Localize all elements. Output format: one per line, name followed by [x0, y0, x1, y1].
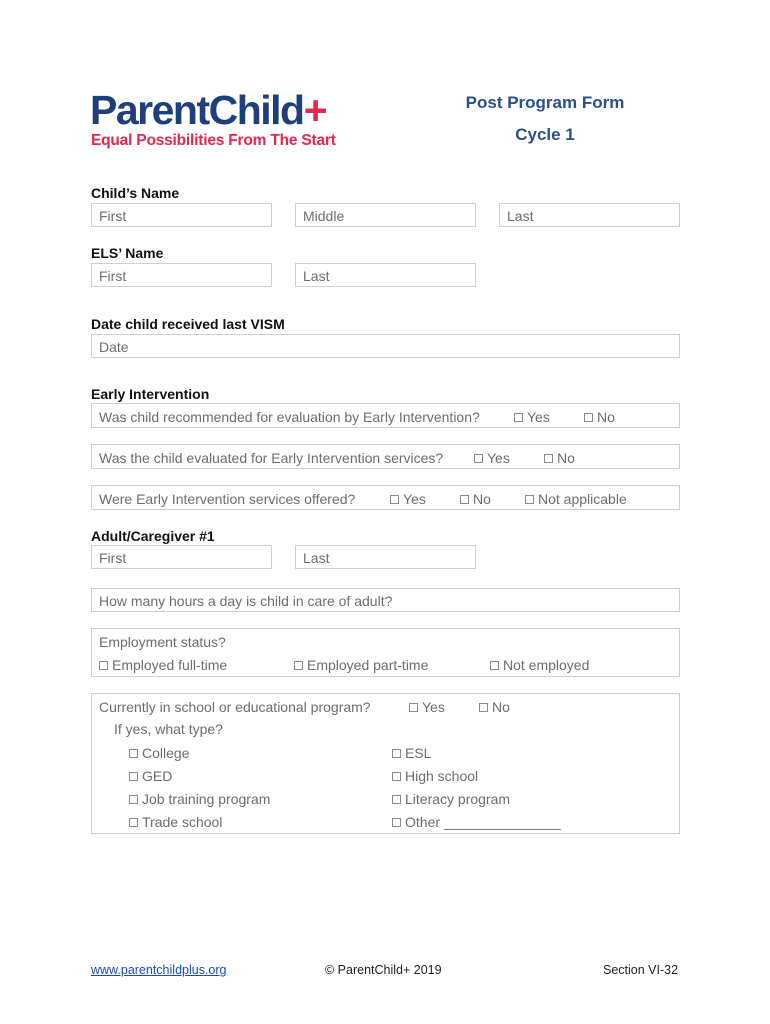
option-label: GED — [142, 768, 173, 784]
vism-date-placeholder: Date — [99, 339, 129, 355]
option-label: Literacy program — [405, 791, 511, 807]
ei-evaluated-question: Was the child evaluated for Early Intervention services? — [99, 450, 444, 466]
els-name-label: ELS’ Name — [91, 245, 164, 261]
checkbox-icon[interactable] — [129, 818, 138, 827]
school-type-literacy-option[interactable] — [392, 791, 510, 807]
form-subtitle: Cycle 1 — [515, 125, 575, 144]
ei-offered-box — [91, 485, 680, 510]
vism-date-field[interactable] — [91, 334, 680, 358]
ei-offered-question: Were Early Intervention services offered? — [99, 491, 356, 507]
caregiver-last-name-field[interactable] — [295, 545, 476, 569]
option-label: Not applicable — [538, 491, 627, 507]
caregiver-last-placeholder: Last — [303, 550, 330, 566]
school-type-other-option[interactable] — [392, 814, 561, 830]
school-type-job-training-option[interactable] — [129, 791, 270, 807]
option-label: Yes — [422, 699, 445, 715]
ei-evaluated-no-option[interactable] — [544, 450, 575, 466]
form-title: Post Program Form — [465, 93, 625, 112]
option-label: College — [142, 745, 190, 761]
brand-logo — [90, 88, 326, 132]
ei-evaluated-yes-option[interactable] — [474, 450, 510, 466]
checkbox-icon[interactable] — [544, 454, 553, 463]
checkbox-icon[interactable] — [392, 795, 401, 804]
els-first-placeholder: First — [99, 268, 127, 284]
ei-evaluated-box — [91, 444, 680, 469]
school-question: Currently in school or educational program? — [99, 699, 371, 715]
option-label: Trade school — [142, 814, 223, 830]
caregiver-first-placeholder: First — [99, 550, 127, 566]
option-label: ESL — [405, 745, 432, 761]
child-first-placeholder: First — [99, 208, 127, 224]
checkbox-icon[interactable] — [474, 454, 483, 463]
school-yes-option[interactable] — [409, 699, 445, 715]
checkbox-icon[interactable] — [392, 818, 401, 827]
els-first-name-field[interactable] — [91, 263, 272, 287]
checkbox-icon[interactable] — [479, 703, 488, 712]
ei-recommended-question: Was child recommended for evaluation by Early Intervention? — [99, 409, 480, 425]
checkbox-icon[interactable] — [409, 703, 418, 712]
checkbox-icon[interactable] — [392, 749, 401, 758]
option-label: No — [557, 450, 575, 466]
early-intervention-label: Early Intervention — [91, 386, 210, 402]
checkbox-icon[interactable] — [129, 749, 138, 758]
hours-in-care-question: How many hours a day is child in care of adult? — [99, 593, 393, 609]
checkbox-icon[interactable] — [129, 795, 138, 804]
option-label: Yes — [403, 491, 426, 507]
employed-part-time-option[interactable] — [294, 657, 428, 673]
employment-question: Employment status? — [99, 634, 226, 650]
option-label: Yes — [487, 450, 510, 466]
footer-website-link[interactable]: www.parentchildplus.org — [91, 963, 227, 977]
vism-label: Date child received last VISM — [91, 316, 285, 332]
ei-recommended-yes-option[interactable] — [514, 409, 550, 425]
footer-copyright: © ParentChild+ 2019 — [325, 963, 442, 977]
checkbox-icon[interactable] — [514, 413, 523, 422]
ei-recommended-no-option[interactable] — [584, 409, 615, 425]
option-label: Employed part-time — [307, 657, 429, 673]
child-first-name-field[interactable] — [91, 203, 272, 227]
employment-box — [91, 628, 680, 677]
checkbox-icon[interactable] — [392, 772, 401, 781]
option-label: No — [492, 699, 510, 715]
checkbox-icon[interactable] — [525, 495, 534, 504]
hours-in-care-field[interactable] — [91, 588, 680, 612]
childs-name-label: Child’s Name — [91, 185, 180, 201]
school-type-college-option[interactable] — [129, 745, 189, 761]
logo-text: ParentChild — [90, 87, 304, 133]
school-type-question: If yes, what type? — [114, 721, 223, 737]
child-last-placeholder: Last — [507, 208, 534, 224]
school-no-option[interactable] — [479, 699, 510, 715]
checkbox-icon[interactable] — [490, 661, 499, 670]
checkbox-icon[interactable] — [390, 495, 399, 504]
checkbox-icon[interactable] — [129, 772, 138, 781]
ei-recommended-box — [91, 403, 680, 428]
ei-offered-na-option[interactable] — [525, 491, 627, 507]
option-label: Yes — [527, 409, 550, 425]
option-label: No — [597, 409, 615, 425]
option-label: High school — [405, 768, 479, 784]
logo-tagline: Equal Possibilities From The Start — [91, 132, 336, 149]
logo-plus: + — [303, 87, 327, 133]
school-type-ged-option[interactable] — [129, 768, 172, 784]
checkbox-icon[interactable] — [584, 413, 593, 422]
checkbox-icon[interactable] — [460, 495, 469, 504]
school-box — [91, 693, 680, 834]
option-label: No — [473, 491, 491, 507]
child-middle-name-field[interactable] — [295, 203, 476, 227]
footer-section-number: Section VI-32 — [603, 963, 679, 977]
option-label: Other _______________ — [405, 814, 561, 830]
child-last-name-field[interactable] — [499, 203, 680, 227]
els-last-name-field[interactable] — [295, 263, 476, 287]
caregiver-label: Adult/Caregiver #1 — [91, 528, 215, 544]
option-label: Not employed — [503, 657, 590, 673]
child-middle-placeholder: Middle — [303, 208, 345, 224]
school-type-trade-school-option[interactable] — [129, 814, 222, 830]
not-employed-option[interactable] — [490, 657, 589, 673]
els-last-placeholder: Last — [303, 268, 330, 284]
checkbox-icon[interactable] — [294, 661, 303, 670]
ei-offered-no-option[interactable] — [460, 491, 491, 507]
ei-offered-yes-option[interactable] — [390, 491, 426, 507]
employed-full-time-option[interactable] — [99, 657, 227, 673]
school-type-esl-option[interactable] — [392, 745, 431, 761]
option-label: Job training program — [142, 791, 271, 807]
option-label: Employed full-time — [112, 657, 228, 673]
school-type-high-school-option[interactable] — [392, 768, 478, 784]
caregiver-first-name-field[interactable] — [91, 545, 272, 569]
checkbox-icon[interactable] — [99, 661, 108, 670]
